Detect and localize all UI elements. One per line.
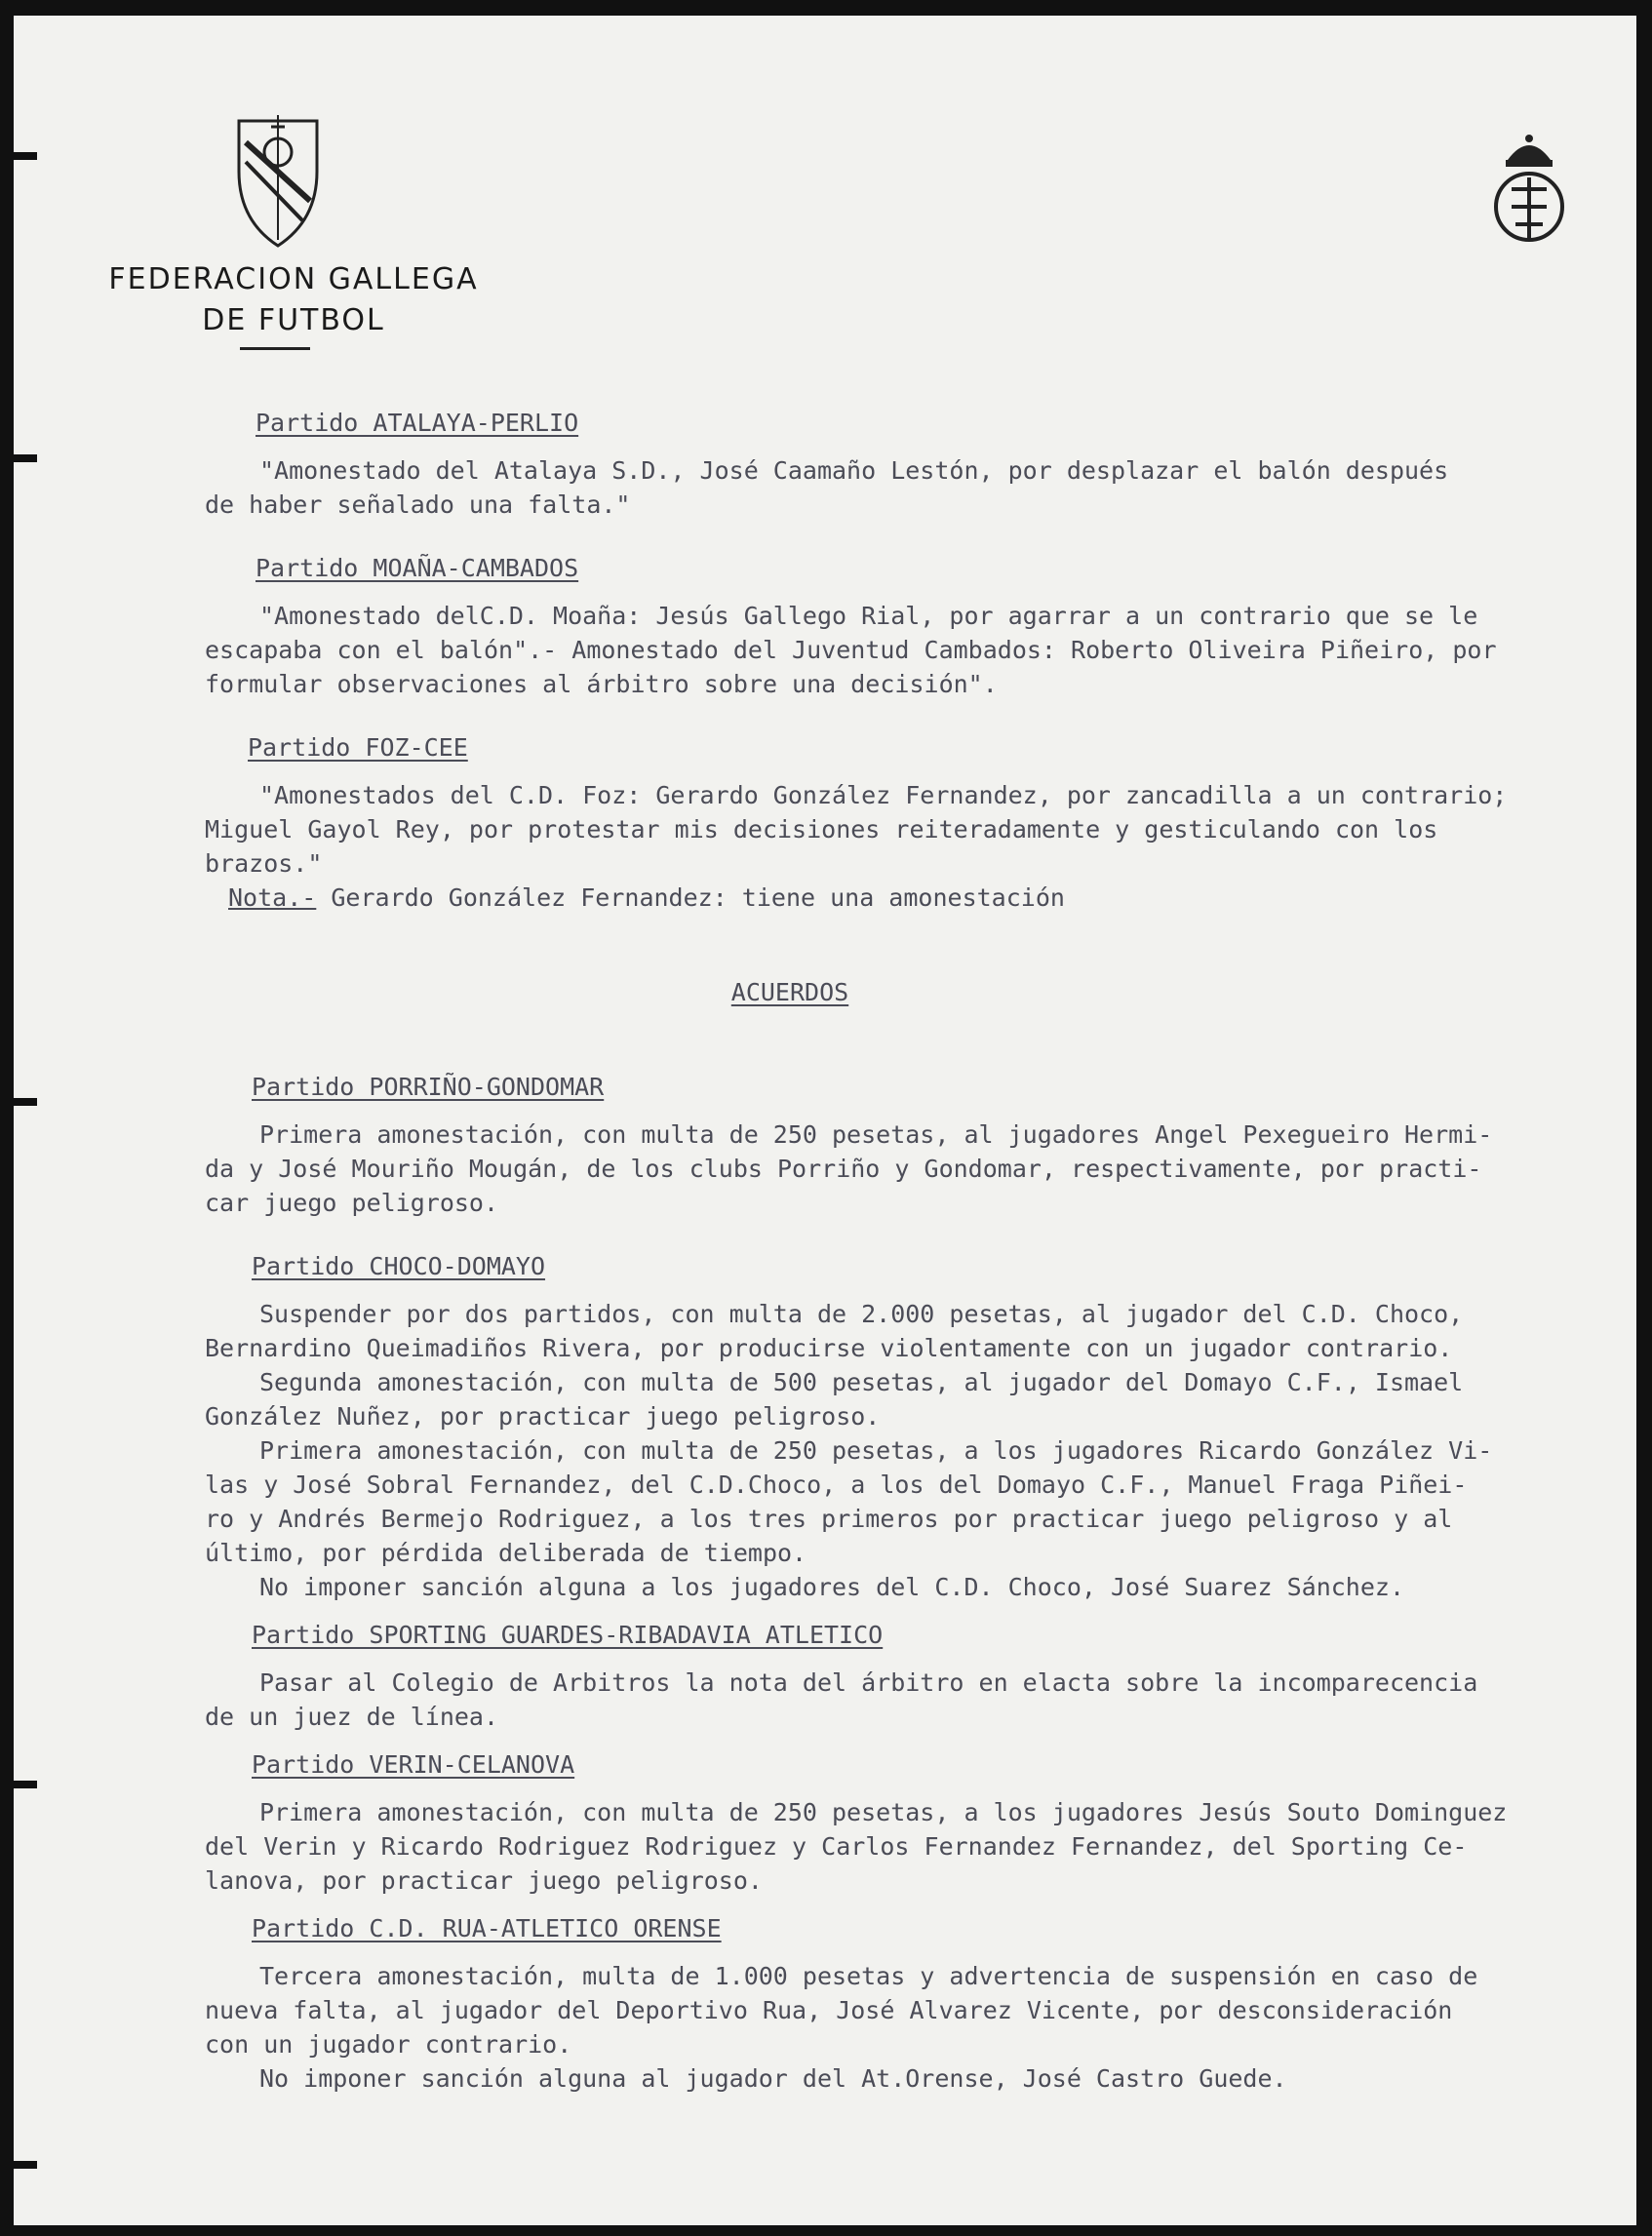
paragraph-line: las y José Sobral Fernandez, del C.D.Choco, a los del Domayo C.F., Manuel Fraga Piñei- <box>205 1471 1468 1499</box>
binding-mark <box>14 1098 37 1106</box>
binding-mark <box>14 152 37 160</box>
paragraph-line: car juego peligroso. <box>205 1189 499 1217</box>
paragraph-line: da y José Mouriño Mougán, de los clubs Porriño y Gondomar, respectivamente, por practi- <box>205 1155 1482 1183</box>
paragraph-line: último, por pérdida deliberada de tiempo. <box>205 1539 807 1567</box>
note-line <box>228 881 1609 915</box>
heading-moana-cambados: Partido MOAÑA-CAMBADOS <box>256 554 579 582</box>
document-body <box>205 406 1609 2096</box>
paragraph-line: ro y Andrés Bermejo Rodriguez, a los tres primeros por practicar juego peligroso y al <box>205 1505 1453 1533</box>
paragraph-line: Segunda amonestación, con multa de 500 pesetas, al jugador del Domayo C.F., Ismael <box>259 1368 1464 1396</box>
paragraph-line: Primera amonestación, con multa de 250 pesetas, a los jugadores Ricardo González Vi- <box>259 1436 1493 1465</box>
heading-sporting-ribadavia: Partido SPORTING GUARDES-RIBADAVIA ATLETICO <box>252 1621 884 1649</box>
binding-mark <box>14 2161 37 2169</box>
paragraph-line: lanova, por practicar juego peligroso. <box>205 1866 763 1895</box>
org-line-2: DE FUTBOL <box>202 303 385 337</box>
letterhead-rule <box>240 347 310 350</box>
paragraph-line: nueva falta, al jugador del Deportivo Rua, José Alvarez Vicente, por desconsideración <box>205 1996 1453 2024</box>
paragraph-line: Miguel Gayol Rey, por protestar mis decisiones reiteradamente y gesticulando con los <box>205 815 1438 843</box>
org-line-1: FEDERACION GALLEGA <box>108 262 479 296</box>
paragraph-line: formular observaciones al árbitro sobre una decisión". <box>205 670 998 698</box>
note-label: Nota.- <box>228 883 317 912</box>
paragraph-line: No imponer sanción alguna a los jugadores del C.D. Choco, José Suarez Sánchez. <box>259 1573 1404 1601</box>
paragraph-line: Tercera amonestación, multa de 1.000 pesetas y advertencia de suspensión en caso de <box>259 1962 1478 1990</box>
acuerdos-title: ACUERDOS <box>730 978 849 1006</box>
paragraph-line: Primera amonestación, con multa de 250 pesetas, al jugadores Angel Pexegueiro Hermi- <box>259 1120 1493 1149</box>
paragraph-line: de un juez de línea. <box>205 1703 499 1731</box>
document-page <box>14 16 1636 2225</box>
paragraph-line: Suspender por dos partidos, con multa de 2.000 pesetas, al jugador del C.D. Choco, <box>259 1300 1464 1328</box>
paragraph-line: con un jugador contrario. <box>205 2030 572 2059</box>
paragraph-line: Pasar al Colegio de Arbitros la nota del árbitro en elacta sobre la incomparecencia <box>259 1668 1478 1697</box>
paragraph-line: González Nuñez, por practicar juego peligroso. <box>205 1402 881 1431</box>
paragraph-line: "Amonestado delC.D. Moaña: Jesús Gallego Rial, por agarrar a un contrario que se le <box>259 602 1478 630</box>
heading-choco-domayo: Partido CHOCO-DOMAYO <box>252 1252 546 1280</box>
heading-rua-orense: Partido C.D. RUA-ATLETICO ORENSE <box>252 1914 722 1942</box>
paragraph-line: del Verin y Ricardo Rodriguez Rodriguez y Carlos Fernandez Fernandez, del Sporting Ce- <box>205 1832 1468 1861</box>
paragraph-line: Bernardino Queimadiños Rivera, por producirse violentamente con un jugador contrario. <box>205 1334 1453 1362</box>
shield-emblem-icon <box>234 113 322 250</box>
binding-mark <box>14 1781 37 1788</box>
heading-atalaya-perlio: Partido ATALAYA-PERLIO <box>256 409 579 437</box>
paragraph-line: de haber señalado una falta." <box>205 490 631 519</box>
note-text: Gerardo González Fernandez: tiene una amonestación <box>316 883 1065 912</box>
paragraph-line: No imponer sanción alguna al jugador del At.Orense, José Castro Guede. <box>259 2064 1287 2093</box>
paragraph-line: "Amonestados del C.D. Foz: Gerardo González Fernandez, por zancadilla a un contrario; <box>259 781 1508 809</box>
paragraph-line: Primera amonestación, con multa de 250 pesetas, a los jugadores Jesús Souto Dominguez <box>259 1798 1508 1826</box>
heading-porrino-gondomar: Partido PORRIÑO-GONDOMAR <box>252 1073 605 1101</box>
organization-name <box>84 259 503 341</box>
paragraph-line: escapaba con el balón".- Amonestado del Juventud Cambados: Roberto Oliveira Piñeiro, por <box>205 636 1497 664</box>
heading-verin-celanova: Partido VERIN-CELANOVA <box>252 1750 575 1779</box>
paragraph-line: "Amonestado del Atalaya S.D., José Caamaño Lestón, por desplazar el balón después <box>259 456 1449 485</box>
crowned-crest-icon <box>1490 131 1568 257</box>
heading-foz-cee: Partido FOZ-CEE <box>248 733 468 762</box>
paragraph-line: brazos." <box>205 849 323 878</box>
binding-mark <box>14 454 37 462</box>
